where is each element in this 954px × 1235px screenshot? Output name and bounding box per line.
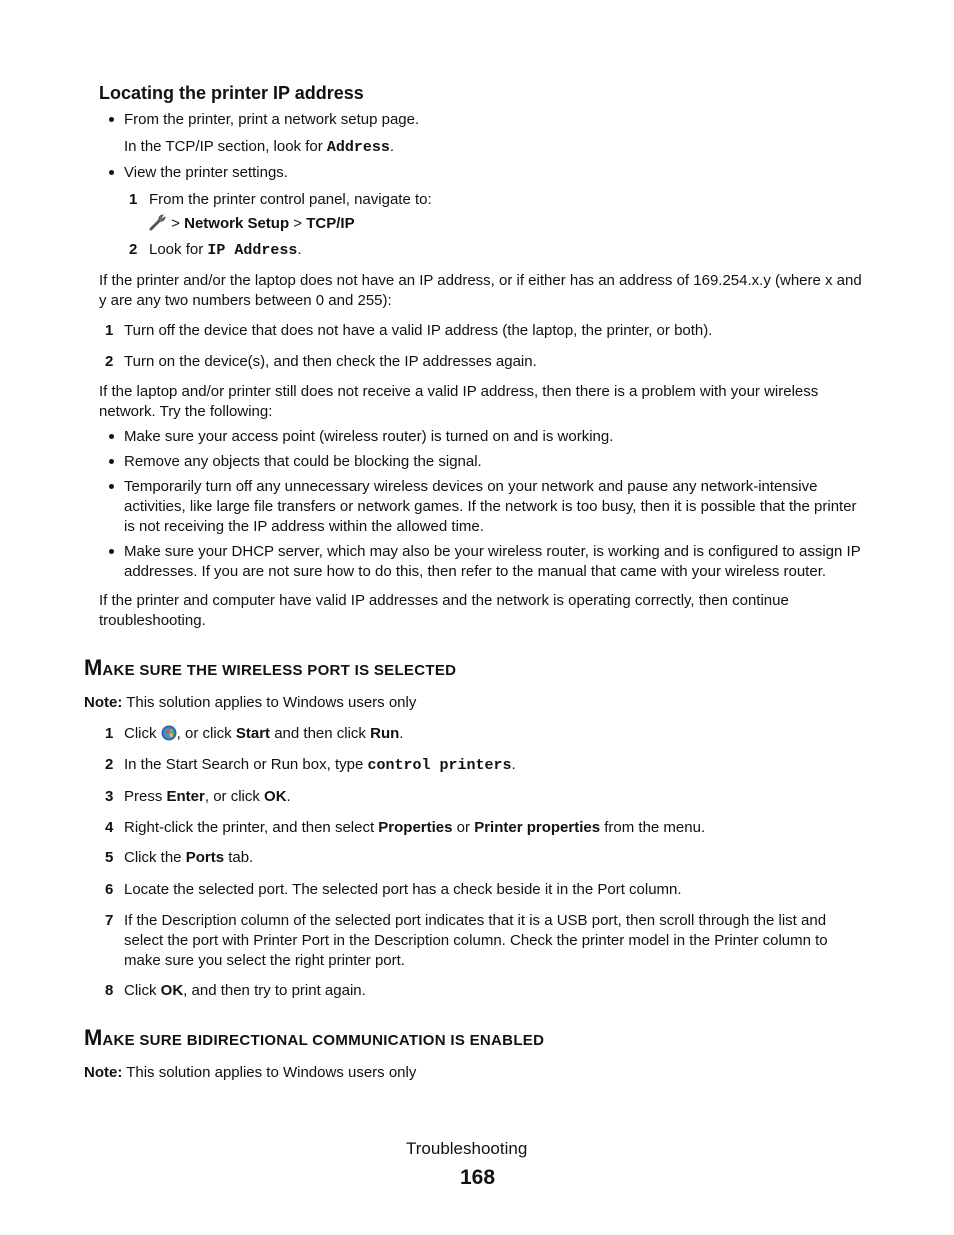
note bbox=[84, 1063, 416, 1083]
step-part: from the menu. bbox=[600, 819, 706, 836]
paragraph bbox=[99, 591, 789, 631]
step-line: select the port with Printer Port in the Description column. Check the printer model in the Printer column to bbox=[124, 932, 828, 949]
nav-tcpip: TCP/IP bbox=[306, 215, 355, 232]
step-text: Turn on the device(s), and then check the IP addresses again. bbox=[124, 353, 537, 370]
nav-separator: > bbox=[289, 215, 307, 232]
step-bold-printer-properties: Printer properties bbox=[474, 819, 601, 836]
step-text bbox=[124, 911, 828, 971]
paragraph-line: troubleshooting. bbox=[99, 612, 206, 629]
paragraph-line: If the printer and computer have valid IP addresses and the network is operating correctly, then continue bbox=[99, 592, 789, 609]
bullet bbox=[109, 117, 114, 122]
step-bold-start: Start bbox=[235, 725, 271, 742]
nav-network-setup: Network Setup bbox=[184, 215, 290, 232]
bullet bbox=[109, 484, 114, 489]
paragraph bbox=[99, 271, 862, 311]
step-part: and then click bbox=[270, 725, 371, 742]
bullet-text: Make sure your access point (wireless router) is turned on and is working. bbox=[124, 428, 614, 445]
step-text: From the printer control panel, navigate to: bbox=[149, 191, 432, 208]
note-text: This solution applies to Windows users only bbox=[122, 694, 417, 711]
step-number: 1 bbox=[105, 725, 114, 742]
bullet-line: Temporarily turn off any unnecessary wireless devices on your network and pause any network-intensive bbox=[124, 478, 818, 495]
step-text bbox=[124, 787, 291, 807]
bullet-text bbox=[124, 477, 857, 537]
tcp-line bbox=[124, 137, 394, 158]
step-text-pre: Look for bbox=[149, 241, 208, 258]
bullet-line: Make sure your DHCP server, which may also be your wireless router, is working and is configured to assign IP bbox=[124, 543, 861, 560]
step-number: 8 bbox=[105, 982, 114, 999]
title-initial: M bbox=[84, 655, 103, 680]
step-bold-ok: OK bbox=[264, 788, 287, 805]
bullet-line: activities, like large file transfers or network games. If the network is too busy, then it is possible that the printer bbox=[124, 498, 857, 515]
paragraph-line: y are any two numbers between 0 and 255): bbox=[99, 292, 392, 309]
step-bold-ok: OK bbox=[160, 982, 184, 999]
step-number: 7 bbox=[105, 912, 114, 929]
tcp-period: . bbox=[389, 138, 395, 155]
step-part: Right-click the printer, and then select bbox=[124, 819, 379, 836]
paragraph-line: If the laptop and/or printer still does not receive a valid IP address, then there is a problem with your wireless bbox=[99, 383, 819, 400]
step-part: tab. bbox=[224, 849, 254, 866]
step-text-post: . bbox=[297, 241, 302, 258]
step-text bbox=[124, 981, 366, 1001]
step-text: Turn off the device that does not have a valid IP address (the laptop, the printer, or both). bbox=[124, 322, 713, 339]
step-text bbox=[149, 240, 302, 261]
step-text bbox=[124, 724, 403, 744]
bullet bbox=[109, 459, 114, 464]
paragraph-line: network. Try the following: bbox=[99, 403, 273, 420]
title-rest: AKE SURE BIDIRECTIONAL COMMUNICATION IS ENABLED bbox=[102, 1032, 545, 1049]
step-number: 5 bbox=[105, 849, 114, 866]
bullet bbox=[109, 434, 114, 439]
step-part: , and then try to print again. bbox=[183, 982, 366, 999]
step-part: Click bbox=[124, 982, 161, 999]
step-text bbox=[124, 755, 516, 776]
step-part: , or click bbox=[204, 788, 265, 805]
step-part: Press bbox=[124, 788, 167, 805]
step-number: 6 bbox=[105, 881, 114, 898]
note bbox=[84, 693, 416, 713]
step-text: Locate the selected port. The selected port has a check beside it in the Port column. bbox=[124, 881, 682, 898]
bullet-text: From the printer, print a network setup page. bbox=[124, 111, 420, 128]
step-number: 3 bbox=[105, 788, 114, 805]
paragraph-line: If the printer and/or the laptop does not have an IP address, or if either has an address of 169.254.x.y (where x and bbox=[99, 272, 862, 289]
title-initial: M bbox=[84, 1025, 103, 1050]
bullet-text bbox=[124, 542, 861, 582]
code-address: Address bbox=[326, 139, 390, 156]
step-part: . bbox=[399, 725, 404, 742]
step-part: or bbox=[452, 819, 475, 836]
step-part: Click bbox=[124, 725, 161, 742]
note-text: This solution applies to Windows users only bbox=[122, 1064, 417, 1081]
section-title-ip: Locating the printer IP address bbox=[99, 83, 364, 103]
bullet bbox=[109, 549, 114, 554]
code-control-printers: control printers bbox=[367, 757, 512, 774]
nav-path bbox=[149, 213, 355, 234]
step-part: . bbox=[511, 756, 516, 773]
bullet-line: is not receiving the IP address within the allowed time. bbox=[124, 518, 484, 535]
step-text bbox=[124, 848, 253, 868]
bullet-line: addresses. If you are not sure how to do this, then refer to the manual that came with your wireless router. bbox=[124, 563, 827, 580]
step-line: make sure you select the right printer port. bbox=[124, 952, 405, 969]
step-number: 2 bbox=[105, 756, 114, 773]
step-number: 1 bbox=[105, 322, 114, 339]
paragraph bbox=[99, 382, 818, 422]
step-number: 4 bbox=[105, 819, 114, 836]
step-bold-ports: Ports bbox=[185, 849, 225, 866]
code-ip-address: IP Address bbox=[207, 242, 298, 259]
step-part: , or click bbox=[176, 725, 236, 742]
footer-section-label: Troubleshooting bbox=[406, 1139, 528, 1158]
bullet bbox=[109, 170, 114, 175]
step-bold-properties: Properties bbox=[378, 819, 453, 836]
step-part: . bbox=[286, 788, 291, 805]
step-number: 1 bbox=[129, 191, 138, 208]
tcp-text: In the TCP/IP section, look for bbox=[124, 138, 327, 155]
page-number: 168 bbox=[460, 1166, 496, 1189]
step-text bbox=[124, 818, 705, 838]
section-title-wireless-port bbox=[84, 655, 456, 681]
step-bold-run: Run bbox=[370, 725, 400, 742]
note-label: Note: bbox=[84, 694, 123, 711]
step-number: 2 bbox=[129, 241, 138, 258]
note-label: Note: bbox=[84, 1064, 123, 1081]
step-part: In the Start Search or Run box, type bbox=[124, 756, 368, 773]
step-bold-enter: Enter bbox=[166, 788, 205, 805]
step-line: If the Description column of the selected port indicates that it is a USB port, then scroll through the list and bbox=[124, 912, 827, 929]
windows-start-icon bbox=[161, 725, 177, 741]
nav-separator: > bbox=[167, 215, 185, 232]
bullet-text: Remove any objects that could be blocking the signal. bbox=[124, 453, 482, 470]
bullet-text: View the printer settings. bbox=[124, 164, 288, 181]
wrench-icon bbox=[149, 213, 167, 231]
step-part: Click the bbox=[124, 849, 186, 866]
title-rest: AKE SURE THE WIRELESS PORT IS SELECTED bbox=[102, 662, 457, 679]
section-title-bidirectional bbox=[84, 1025, 544, 1051]
step-number: 2 bbox=[105, 353, 114, 370]
